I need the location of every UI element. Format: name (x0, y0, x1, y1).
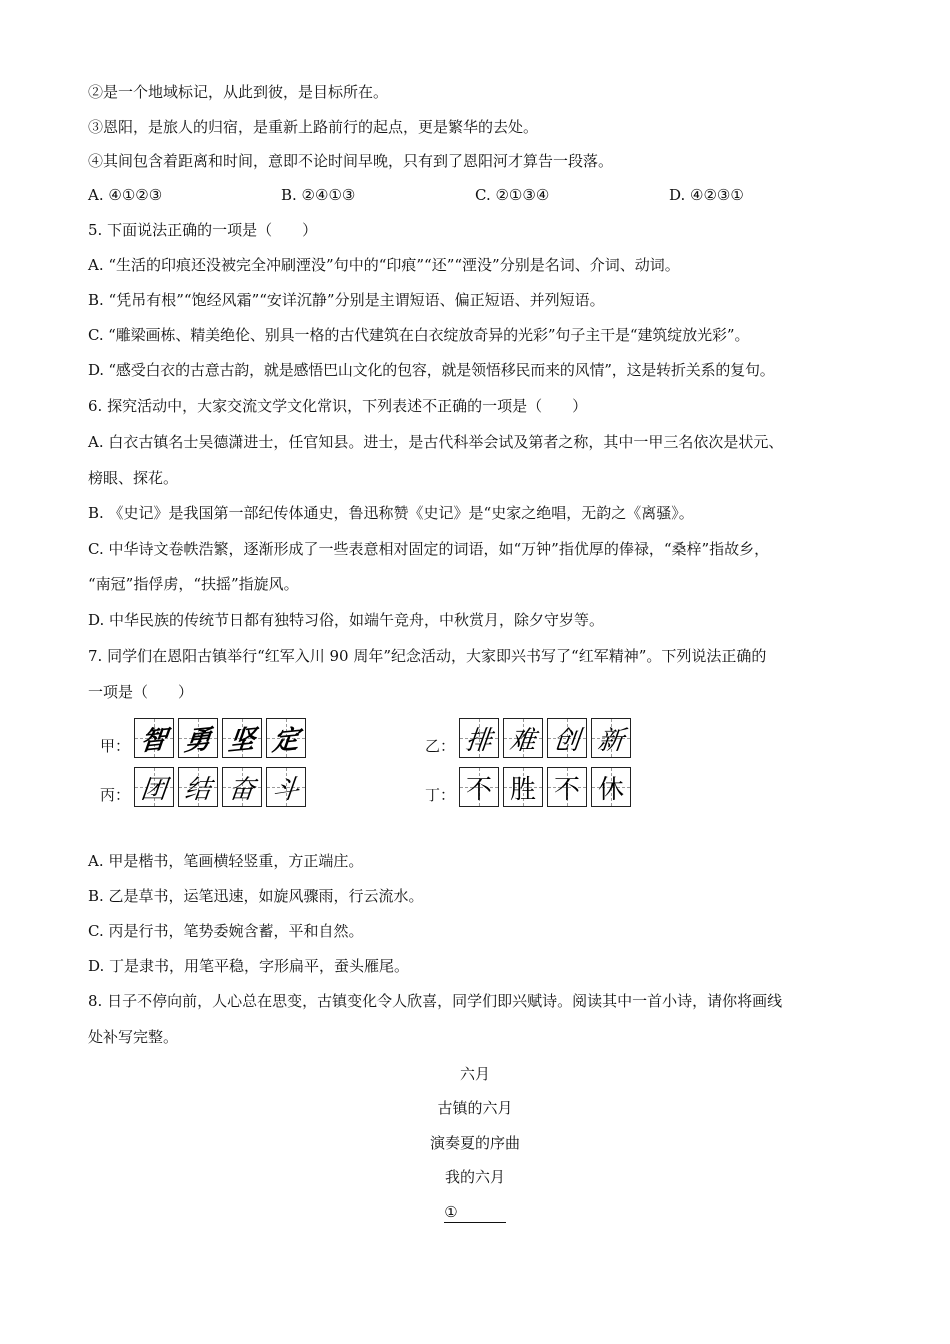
calligraphy-bing (100, 767, 310, 807)
poem-line: 我的六月 (444, 1168, 505, 1186)
calligraphy-char: 创 (552, 725, 582, 756)
q6-option-c-cont: “南冠”指俘虏，“扶摇”指旋风。 (88, 575, 299, 593)
q7-stem-cont: 一项是（ ） (88, 683, 194, 701)
q6-option-a-cont: 榜眼、探花。 (88, 469, 179, 487)
q7-stem: 7. 同学们在恩阳古镇举行“红军入川 90 周年”纪念活动，大家即兴书写了“红军精神”。下列说法正确的 (88, 647, 767, 665)
q4-option-d[interactable]: D. ④②③① (669, 186, 744, 204)
calligraphy-cell (178, 767, 218, 807)
calligraphy-cell (459, 718, 499, 758)
q5-option-a[interactable]: A. “生活的印痕还没被完全冲刷湮没”句中的“印痕”“还”“湮没”分别是名词、介词、动词。 (88, 256, 680, 274)
calligraphy-char: 胜 (509, 774, 536, 805)
calligraphy-cell (134, 718, 174, 758)
q4-line-2: ②是一个地域标记，从此到彼，是目标所在。 (88, 83, 389, 101)
calligraphy-char: 坚 (226, 724, 257, 757)
q4-options (88, 185, 888, 205)
calligraphy-cell (178, 718, 218, 758)
calligraphy-cell (222, 718, 262, 758)
q7-option-c[interactable]: C. 丙是行书，笔势委婉含蓄，平和自然。 (88, 922, 364, 940)
calligraphy-cell (591, 767, 631, 807)
calligraphy-char: 团 (139, 774, 169, 805)
poem-title: 六月 (459, 1065, 490, 1083)
calligraphy-cell (134, 767, 174, 807)
q5-stem: 5. 下面说法正确的一项是（ ） (88, 221, 318, 239)
calligraphy-label-ding: 丁： (425, 785, 456, 804)
q5-option-b[interactable]: B. “凭吊有根”“饱经风霜”“安详沉静”分别是主谓短语、偏正短语、并列短语。 (88, 291, 605, 309)
calligraphy-yi (425, 718, 635, 758)
q6-option-b[interactable]: B. 《史记》是我国第一部纪传体通史，鲁迅称赞《史记》是“史家之绝唱，无韵之《离骚》。 (88, 504, 694, 522)
poem-blank-line (0, 1202, 950, 1223)
q7-option-a[interactable]: A. 甲是楷书，笔画横轻竖重，方正端庄。 (88, 852, 364, 870)
calligraphy-char: 定 (270, 724, 301, 757)
calligraphy-char: 休 (597, 774, 624, 805)
poem-line: 古镇的六月 (437, 1099, 513, 1117)
calligraphy-cell (459, 767, 499, 807)
blank-label: ① (444, 1203, 458, 1221)
calligraphy-cell (222, 767, 262, 807)
q4-option-c[interactable]: C. ②①③④ (475, 186, 550, 204)
calligraphy-label-bing: 丙： (100, 785, 131, 804)
calligraphy-cell (547, 767, 587, 807)
calligraphy-ding (425, 767, 635, 807)
calligraphy-cell (266, 767, 306, 807)
q6-option-a[interactable]: A. 白衣古镇名士吴德潇进士，任官知县。进士，是古代科举会试及第者之称，其中一甲三名依次是状元、 (88, 433, 784, 451)
q7-option-b[interactable]: B. 乙是草书，运笔迅速，如旋风骤雨，行云流水。 (88, 887, 424, 905)
calligraphy-char: 勇 (182, 724, 213, 757)
q4-line-4: ④其间包含着距离和时间，意即不论时间早晚，只有到了恩阳河才算告一段落。 (88, 152, 614, 170)
calligraphy-char: 奋 (227, 774, 257, 805)
calligraphy-char: 结 (183, 774, 213, 805)
q4-option-a[interactable]: A. ④①②③ (88, 186, 163, 204)
q4-line-3: ③恩阳，是旅人的归宿，是重新上路前行的起点，更是繁华的去处。 (88, 118, 539, 136)
calligraphy-char: 斗 (271, 774, 301, 805)
calligraphy-jia (100, 718, 310, 758)
q6-stem: 6. 探究活动中，大家交流文学文化常识，下列表述不正确的一项是（ ） (88, 397, 588, 415)
calligraphy-label-yi: 乙： (425, 736, 456, 755)
calligraphy-char: 智 (138, 724, 169, 757)
calligraphy-cell (266, 718, 306, 758)
calligraphy-cell (503, 767, 543, 807)
calligraphy-char: 不 (465, 774, 492, 805)
calligraphy-cell (547, 718, 587, 758)
calligraphy-char: 难 (508, 725, 538, 756)
q8-stem-cont: 处补写完整。 (88, 1028, 179, 1046)
calligraphy-cell (591, 718, 631, 758)
q8-stem: 8. 日子不停向前，人心总在思变，古镇变化令人欣喜，同学们即兴赋诗。阅读其中一首小诗，请你将画线 (88, 992, 783, 1010)
q6-option-d[interactable]: D. 中华民族的传统节日都有独特习俗，如端午竞舟，中秋赏月，除夕守岁等。 (88, 611, 605, 629)
calligraphy-char: 不 (553, 774, 580, 805)
calligraphy-char: 新 (596, 725, 626, 756)
poem-blank[interactable] (444, 1202, 505, 1223)
calligraphy-char: 排 (464, 725, 494, 756)
calligraphy-cell (503, 718, 543, 758)
q6-option-c[interactable]: C. 中华诗文卷帙浩繁，逐渐形成了一些表意相对固定的词语，如“万钟”指优厚的俸禄，“桑梓”指故乡， (88, 540, 770, 558)
q7-option-d[interactable]: D. 丁是隶书，用笔平稳，字形扁平，蚕头雁尾。 (88, 957, 410, 975)
q5-option-d[interactable]: D. “感受白衣的古意古韵，就是感悟巴山文化的包容，就是领悟移民而来的风情”，这是转折关系的复句。 (88, 361, 775, 379)
calligraphy-label-jia: 甲： (100, 736, 131, 755)
q4-option-b[interactable]: B. ②④①③ (281, 186, 356, 204)
q5-option-c[interactable]: C. “雕梁画栋、精美绝伦、别具一格的古代建筑在白衣绽放奇异的光彩”句子主干是“建筑绽放光彩”。 (88, 326, 750, 344)
poem-line: 演奏夏的序曲 (429, 1134, 520, 1152)
